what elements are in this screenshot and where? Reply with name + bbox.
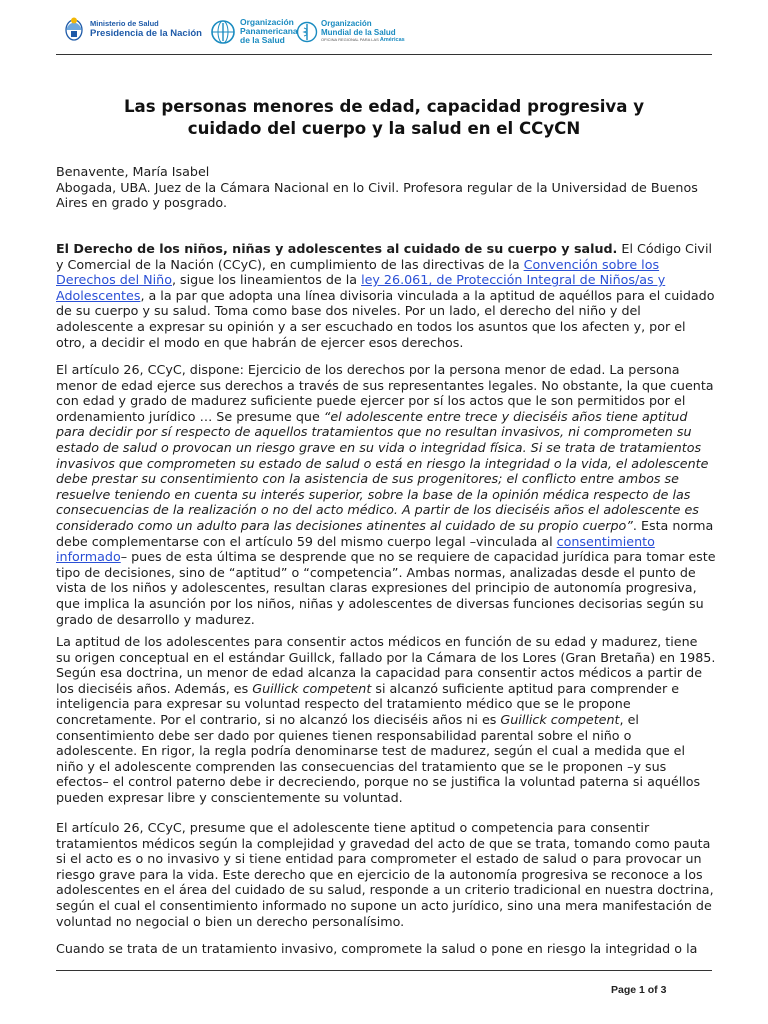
p2-quote: “el adolescente entre trece y dieciséis años tiene aptitud para decidir por sí respecto de aquellos tratamientos que no resultan invasivos, ni comprometen su estado de salud o provocan un riesgo grave en su vida o integridad física. Si se trata de tratamientos invasivos que comprometen su estado de salud o está en riesgo la integridad o la vida, el adolescente debe prestar su consentimiento con la asistencia de sus progenitores; el conflicto entre ambos se resuelve teniendo en cuenta su interés superior, sobre la base de la opinión médica respecto de las consecuencias de la realización o no del acto médico. A partir de los dieciséis años el adolescente es considerado como un adulto para las decisiones atinentes al cuidado de su propio cuerpo” xyxy=(56,408,709,533)
p1-text-3: , a la par que adopta una línea divisoria vinculada a la aptitud de aquéllos para el cuidado de su cuerpo y su salud. Toma como base dos niveles. Por un lado, el derecho del niño y del adolescente a expresar su opinión y a ser escuchado en todos los asuntos que los afecten y, por el otro, a decidir el modo en que habrán de ejercer esos derechos. xyxy=(56,287,715,350)
author-name: Benavente, María Isabel xyxy=(56,164,210,179)
oms-americas: Américas xyxy=(379,37,405,43)
ministerio-line2: Presidencia de la Nación xyxy=(90,28,202,39)
oms-logo xyxy=(296,20,405,43)
ops-line1: Organización xyxy=(240,17,294,27)
ley-26061-link[interactable]: ley 26.061, de Protección Integral de Niños/as y Adolescentes xyxy=(56,272,666,303)
argentina-emblem-icon xyxy=(64,16,84,42)
p4-text: El artículo 26, CCyC, presume que el adolescente tiene aptitud o competencia para consentir tratamientos médicos según la complejidad y gravedad del acto de que se trata, tomando como pauta si el acto es o no invasivo y si tiene entidad para comprometer el estado de salud o para provocar un riesgo grave para la vida. Este derecho que en ejercicio de la autonomía progresiva se reconoce a los adolescentes en el área del cuidado de su salud, responde a un criterio tradicional en nuestra doctrina, según el cual el consentimiento informado no supone un acto jurídico, sino una mera manifestación de voluntad no negocial o bien un derecho personalísimo. xyxy=(56,820,714,929)
document-title xyxy=(56,96,712,140)
footer-divider xyxy=(56,970,712,971)
p3-em-1: Guillick competent xyxy=(252,680,372,696)
header-logos xyxy=(56,14,712,52)
p2-text-3: – pues de esta última se desprende que no se requiere de capacidad jurídica para tomar este tipo de decisiones, sino de “aptitud” o “competencia”. Ambas normas, analizadas desde el punto de vista de los niños y adolescentes, resultan claras expresiones del principio de autonomía progresiva, que implica la asunción por los niños, niñas y adolescentes de diversas funciones decisorias según su grado de desarrollo y madurez. xyxy=(56,549,716,627)
section-heading: El Derecho de los niños, niñas y adolescentes al cuidado de su cuerpo y salud. xyxy=(56,241,618,256)
ops-line2: Panamericana xyxy=(240,26,298,36)
author-block xyxy=(56,164,716,211)
oms-line2: Mundial de la Salud xyxy=(321,27,396,37)
title-line2: cuidado del cuerpo y la salud en el CCyCN xyxy=(187,119,581,138)
page-number: Page 1 of 3 xyxy=(611,984,667,996)
ops-line3: de la Salud xyxy=(240,35,285,45)
header-divider xyxy=(56,54,712,55)
author-bio: Abogada, UBA. Juez de la Cámara Nacional en lo Civil. Profesora regular de la Universidad de Buenos Aires en grado y posgrado. xyxy=(56,179,698,211)
p1-text-2: , sigue los lineamientos de la xyxy=(171,272,362,288)
paragraph-2 xyxy=(56,362,716,627)
p2-text-2: . Esta norma debe complementarse con el artículo 59 del mismo cuerpo legal –vinculada al xyxy=(56,517,714,549)
ministerio-logo xyxy=(64,16,202,42)
paragraph-4 xyxy=(56,820,716,929)
p3-text-3: , el consentimiento debe ser dado por quienes tienen responsabilidad parental sobre el niño o adolescente. En rigor, la regla podría denominarse test de madurez, según el cual a medida que el niño y el adolescente comprenden las consecuencias del tratamiento que se le proponen –y sus efectos– el control paterno debe ir decreciendo, porque no se justifica la voluntad paterna si aquéllos pueden expresar libre y conscientemente su voluntad. xyxy=(56,711,701,805)
p1-text-1: El Código Civil y Comercial de la Nación (CCyC), en cumplimiento de las directivas de la xyxy=(56,241,712,272)
oms-line1: Organización xyxy=(321,19,372,28)
p3-text-2: si alcanzó suficiente aptitud para comprender e inteligencia para expresar su voluntad respecto del tratamiento médico que se le propone concretamente. Por el contrario, si no alcanzó los dieciséis años ni es xyxy=(56,680,680,727)
p3-text-1: La aptitud de los adolescentes para consentir actos médicos en función de su edad y madurez, tiene su origen conceptual en el estándar Guillck, fallado por la Cámara de los Lores (Gran Bretaña) en 1985. Según esa doctrina, un menor de edad alcanza la capacidad para consentir actos médicos a partir de los dieciséis años. Además, es xyxy=(56,634,716,696)
ministerio-line1: Ministerio de Salud xyxy=(90,19,159,28)
paragraph-1 xyxy=(56,241,716,350)
p5-text: Cuando se trata de un tratamiento invasivo, compromete la salud o pone en riesgo la integridad o la xyxy=(56,941,698,956)
oms-sub: OFICINA REGIONAL PARA LAS xyxy=(321,37,379,42)
p2-text-1: El artículo 26, CCyC, dispone: Ejercicio de los derechos por la persona menor de edad. La persona menor de edad ejerce sus derechos a través de sus representantes legales. No obstante, la que cuenta con edad y grado de madurez suficiente puede ejercer por sí los actos que le son permitidos por el ordenamiento jurídico … Se presume que xyxy=(56,362,714,424)
consentimiento-informado-link[interactable]: consentimiento informado xyxy=(56,533,655,565)
paragraph-5 xyxy=(56,941,716,957)
title-line1: Las personas menores de edad, capacidad progresiva y xyxy=(123,97,645,116)
who-emblem-icon xyxy=(296,21,318,43)
ops-globe-icon xyxy=(210,19,236,45)
convencion-link[interactable]: Convención sobre los Derechos del Niño xyxy=(56,256,660,288)
p3-em-2: Guillick competent xyxy=(500,711,620,727)
ops-logo xyxy=(210,18,298,45)
paragraph-3 xyxy=(56,634,716,806)
